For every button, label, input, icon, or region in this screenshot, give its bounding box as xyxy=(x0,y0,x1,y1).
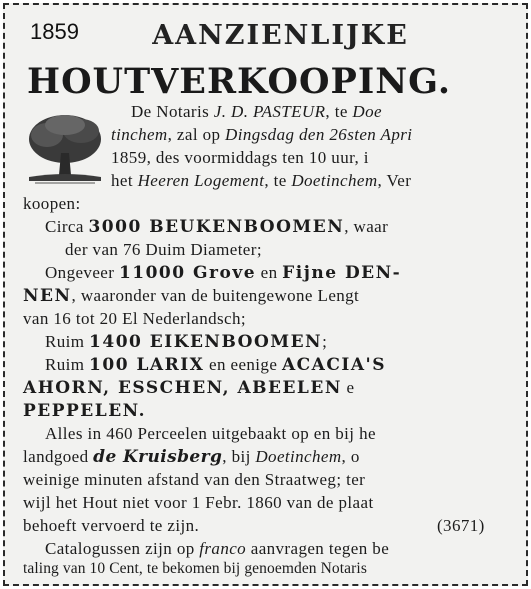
clipping-frame xyxy=(3,3,528,586)
text: ; xyxy=(322,332,328,351)
tree-types: AHORN, ESSCHEN, ABEELEN xyxy=(23,378,342,398)
text: Alles in 460 Perceelen uitgebaakt op en bij he xyxy=(45,424,376,443)
text: van 16 tot 20 El Nederlandsch; xyxy=(23,309,247,328)
oak-line-1 xyxy=(45,332,327,352)
pine-line-1 xyxy=(45,263,401,283)
text: e xyxy=(341,378,355,397)
text: , bij xyxy=(222,447,256,466)
text: Catalogussen zijn op xyxy=(45,539,200,558)
text: 1859, des voormiddags ten 10 uur, i xyxy=(111,148,369,167)
text: Ongeveer xyxy=(45,263,119,282)
tree-icon xyxy=(25,109,105,189)
text: taling van 10 Cent, te bekomen bij genoemden Notaris xyxy=(23,560,367,577)
text: en xyxy=(256,263,283,282)
auction-date: Dingsdag den 26sten Apri xyxy=(225,125,413,144)
text: koopen: xyxy=(23,194,81,213)
text: behoeft vervoerd te zijn. xyxy=(23,516,200,535)
text: De Notaris xyxy=(131,102,214,121)
larch-line-2 xyxy=(23,378,355,398)
intro-line-2 xyxy=(111,125,412,145)
venue-name: Heeren Logement xyxy=(137,171,265,190)
pine-line-3 xyxy=(23,309,246,329)
year-label: 1859 xyxy=(30,19,79,44)
text: wijl het Hout niet voor 1 Febr. 1860 van de plaat xyxy=(23,493,374,512)
text: Circa xyxy=(45,217,89,236)
larch-line-3 xyxy=(23,401,146,421)
text: weinige minuten afstand van den Straatweg; ter xyxy=(23,470,366,489)
headline-subtitle: HOUTVERKOOPING. xyxy=(27,61,452,102)
beech-line-2 xyxy=(65,240,262,260)
text: , zal op xyxy=(167,125,226,144)
text: aanvragen tegen be xyxy=(246,539,390,558)
text: , Ver xyxy=(377,171,412,190)
text: Ruim xyxy=(45,355,90,374)
beech-line-1 xyxy=(45,217,388,237)
headline-title: AANZIENLIJKE xyxy=(152,20,409,51)
text: der van 76 Duim Diameter; xyxy=(65,240,262,259)
text: het xyxy=(111,171,138,190)
intro-line-4 xyxy=(111,171,411,191)
catalog-line-1 xyxy=(45,539,389,559)
larch-lot: 100 LARIX xyxy=(89,355,205,375)
intro-line-1 xyxy=(131,102,382,122)
text: en eenige xyxy=(204,355,282,374)
pine-type: NEN xyxy=(23,286,72,306)
lots-line-4 xyxy=(23,493,374,513)
text: , waar xyxy=(344,217,389,236)
lots-line-3 xyxy=(23,470,365,490)
pine-lot: 11000 Grove xyxy=(118,263,257,283)
text: landgoed xyxy=(23,447,94,466)
catalog-line-2 xyxy=(23,560,367,578)
intro-line-5 xyxy=(23,194,81,214)
place-name: Doe xyxy=(352,102,382,121)
beech-lot: 3000 BEUKENBOOMEN xyxy=(88,217,345,237)
acacia-lot: ACACIA'S xyxy=(281,355,387,375)
place-name: tinchem xyxy=(111,125,168,144)
notary-name: J. D. PASTEUR xyxy=(213,102,326,121)
ad-number xyxy=(437,516,485,536)
lots-line-5 xyxy=(23,516,199,536)
text: Ruim xyxy=(45,332,90,351)
larch-line-1 xyxy=(45,355,386,375)
pine-line-2 xyxy=(23,286,359,306)
pine-type: Fijne DEN- xyxy=(282,263,402,283)
franco-term: franco xyxy=(199,539,247,558)
lots-line-1 xyxy=(45,424,376,444)
place-name: Doetinchem xyxy=(255,447,342,466)
ad-reference: (3671) xyxy=(437,516,485,535)
tree-types: PEPPELEN. xyxy=(23,401,147,421)
text: , te xyxy=(325,102,353,121)
text: , waaronder van de buitengewone Lengt xyxy=(71,286,360,305)
estate-name: de Kruisberg xyxy=(93,447,223,467)
text: , o xyxy=(341,447,360,466)
intro-line-3 xyxy=(111,148,369,168)
lots-line-2 xyxy=(23,447,360,467)
oak-lot: 1400 EIKENBOOMEN xyxy=(89,332,323,352)
place-name: Doetinchem xyxy=(291,171,378,190)
text: , te xyxy=(264,171,292,190)
